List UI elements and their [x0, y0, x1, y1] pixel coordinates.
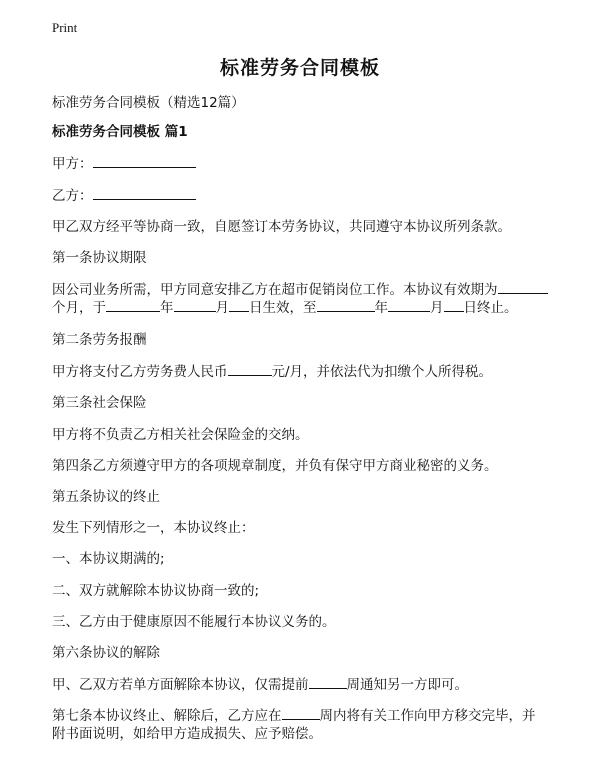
party-b-label: 乙方： — [52, 188, 93, 204]
document-subtitle: 标准劳务合同模板（精选12篇） — [52, 95, 245, 111]
print-label: Print — [52, 20, 78, 35]
article-7-text-1: 第七条本协议终止、解除后，乙方应在 — [52, 708, 282, 724]
article-6-text-2: 周通知另一方即可。 — [346, 677, 468, 693]
month-label-1: 月 — [215, 300, 229, 316]
article-1-heading: 第一条协议期限 — [52, 250, 147, 266]
article-3-heading: 第三条社会保险 — [52, 395, 147, 411]
article-5-intro: 发生下列情形之一，本协议终止： — [52, 520, 255, 536]
start-day-blank — [229, 297, 249, 312]
party-b-line — [52, 185, 552, 207]
fee-blank — [228, 361, 272, 376]
article-1-text-3: 日生效，至 — [249, 300, 317, 316]
end-year-blank — [317, 297, 375, 312]
article-7-line-2: 附书面说明，如给甲方造成损失、应予赔偿。 — [52, 726, 322, 742]
months-blank — [498, 279, 548, 294]
article-5-heading: 第五条协议的终止 — [52, 489, 160, 505]
party-a-blank — [93, 153, 196, 168]
article-7-text-2: 周内将有关工作向甲方移交完毕，并 — [319, 708, 536, 724]
article-3-body: 甲方将不负责乙方相关社会保险金的交纳。 — [52, 427, 309, 443]
intro-paragraph: 甲乙双方经平等协商一致，自愿签订本劳务协议，共同遵守本协议所列条款。 — [52, 219, 511, 235]
article-5-item-3: 三、乙方由于健康原因不能履行本协议义务的。 — [52, 614, 336, 630]
article-2-text-1: 甲方将支付乙方劳务费人民币 — [52, 364, 228, 380]
article-1-text-4: 日终止。 — [463, 300, 518, 316]
article-1-line-2 — [52, 297, 552, 319]
year-label-2: 年 — [374, 300, 388, 316]
article-4-body: 第四条乙方须遵守甲方的各项规章制度，并负有保守甲方商业秘密的义务。 — [52, 458, 498, 474]
article-6-text-1: 甲、乙双方若单方面解除本协议，仅需提前 — [52, 677, 309, 693]
start-year-blank — [106, 297, 160, 312]
article-5-item-2: 二、双方就解除本协议协商一致的; — [52, 583, 260, 599]
month-label-2: 月 — [430, 300, 444, 316]
party-a-label: 甲方： — [52, 156, 93, 172]
article-6-body — [52, 674, 552, 696]
handover-weeks-blank — [282, 705, 320, 720]
notice-weeks-blank — [309, 674, 347, 689]
party-b-blank — [93, 185, 196, 200]
article-2-body — [52, 361, 552, 383]
article-1-text-2: 个月，于 — [52, 300, 106, 316]
end-day-blank — [444, 297, 464, 312]
section-heading: 标准劳务合同模板 篇1 — [52, 124, 188, 140]
article-6-heading: 第六条协议的解除 — [52, 645, 160, 661]
article-5-item-1: 一、本协议期满的; — [52, 551, 165, 567]
article-1-text-1: 因公司业务所需，甲方同意安排乙方在超市促销岗位工作。本协议有效期为 — [52, 282, 498, 298]
start-month-blank — [174, 297, 216, 312]
party-a-line — [52, 153, 552, 175]
year-label-1: 年 — [160, 300, 174, 316]
end-month-blank — [388, 297, 430, 312]
document-title: 标准劳务合同模板 — [219, 57, 380, 79]
article-2-heading: 第二条劳务报酬 — [52, 332, 147, 348]
article-2-text-2: 元/月，并依法代为扣缴个人所得税。 — [271, 364, 493, 380]
